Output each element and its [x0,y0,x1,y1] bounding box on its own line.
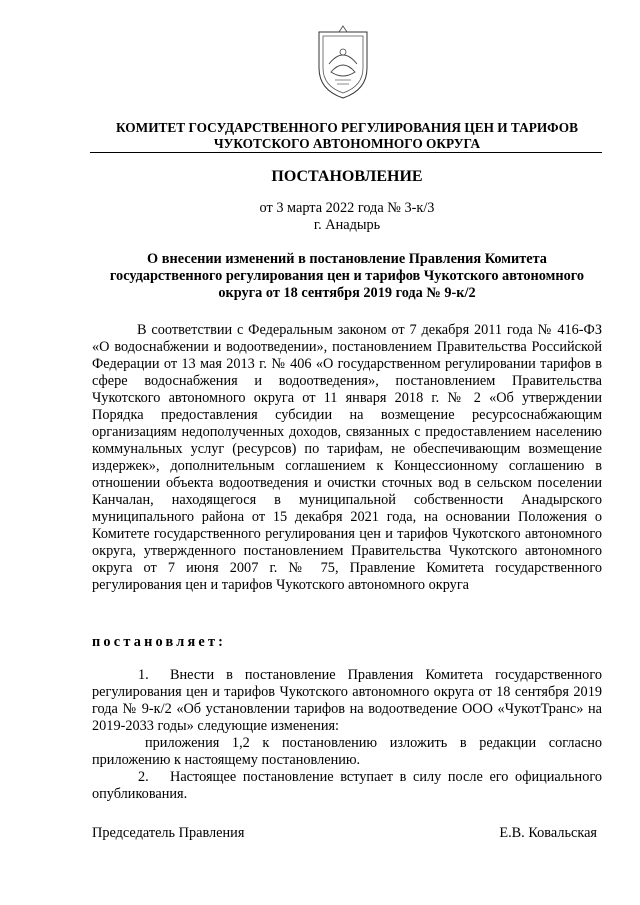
item-1 [92,667,602,735]
preamble-block [92,322,602,594]
signatory-position: Председатель Правления [92,825,245,841]
header-divider [90,152,602,153]
title-line-3: округа от 18 сентября 2019 года № 9-к/2 [218,285,476,301]
item-1-number: 1. [138,667,149,683]
item-2-text: Настоящее постановление вступает в силу после его официального опубликования. [92,769,602,802]
item-2 [92,769,602,803]
document-title [92,251,602,302]
resolves-heading: постановляет: [92,634,227,650]
signatory-name: Е.В. Ковальская [499,825,597,841]
preamble-paragraph: В соответствии с Федеральным законом от 7 декабря 2011 года № 416-ФЗ «О водоснабжении и водоотведении», постановлением Правительства Российской Федерации от 13 мая 2013 г. № 406 «О государственном регулировании тарифов в сфере водоснабжения и водоотведения», постановлением Правительства Чукотского автономного округа от 11 января 2018 г. № 2 «Об утверждении Порядка предоставления субсидии на возмещение ресурсоснабжающим организациям недополученных доходов, связанных с предоставлением населению коммунальных услуг (ресурсов) по тарифам, не обеспечивающим возмещение издержек», дополнительным соглашением к Концессионному соглашению в отношении объекта водоотведения и очистки сточных вод в сельском поселении Канчалан, находящегося в муниципальной собственности Анадырского муниципального района от 15 декабря 2021 года, на основании Положения о Комитете государственного регулирования цен и тарифов Чукотского автономного округа, утвержденного постановлением Правительства Чукотского автономного округа от 7 июня 2007 г. № 75, Правление Комитета государственного регулирования цен и тарифов Чукотского автономного округа [92,322,602,593]
document-city: г. Анадырь [313,217,381,233]
item-1-subitem: приложения 1,2 к постановлению изложить в редакции согласно приложению к настоящему постановлению. [92,735,602,768]
date-and-number-block [92,200,602,234]
title-line-2: государственного регулирования цен и тарифов Чукотского автономного [109,268,585,284]
committee-line-1: КОМИТЕТ ГОСУДАРСТВЕННОГО РЕГУЛИРОВАНИЯ ЦЕН И ТАРИФОВ [116,120,578,135]
document-date-number: от 3 марта 2022 года № 3-к/3 [259,200,435,216]
item-1-text: Внести в постановление Правления Комитета государственного регулирования цен и тарифов Чукотского автономного округа от 18 сентября 2019 года № 9-к/2 «Об установлении тарифов на водоотведение ООО «ЧукотТранс» на 2019-2033 годы» следующие изменения: [92,667,602,734]
resolution-items [92,667,602,803]
committee-name [92,120,602,151]
title-line-1: О внесении изменений в постановление Правления Комитета [147,251,547,267]
item-2-number: 2. [138,769,149,785]
coat-of-arms-emblem [313,22,373,102]
signature-block [92,825,602,842]
document-type: ПОСТАНОВЛЕНИЕ [271,168,423,185]
committee-line-2: ЧУКОТСКОГО АВТОНОМНОГО ОКРУГА [213,135,481,151]
